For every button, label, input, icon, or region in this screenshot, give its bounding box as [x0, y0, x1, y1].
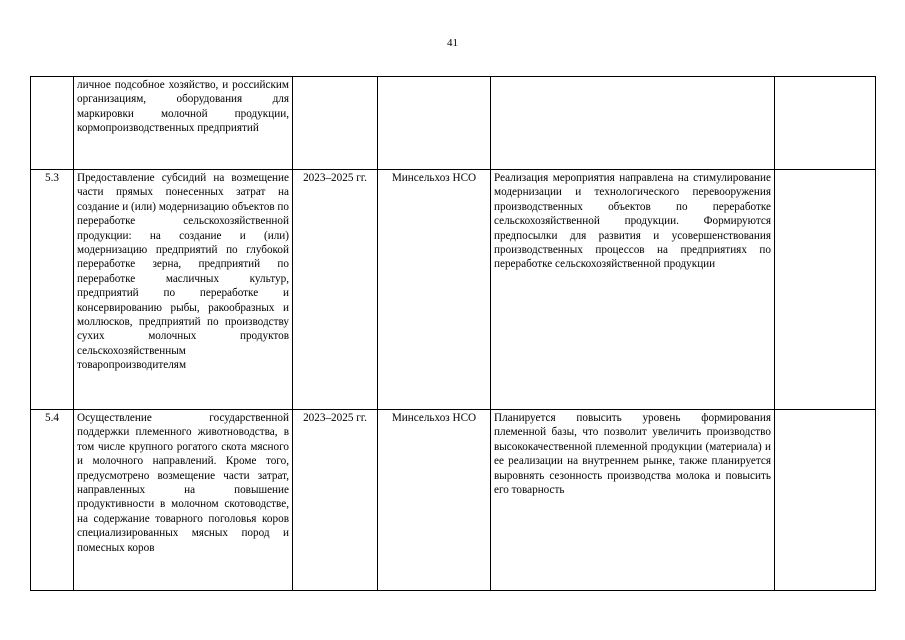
activity-name-cell	[74, 410, 293, 591]
term-cell	[293, 77, 378, 170]
activities-table	[30, 76, 876, 591]
activity-name: Осуществление государственной поддержки племенного животноводства, в том числе крупного рогатого скота мясного и молочного направлений. Кроме того, предусмотрено возмещение части затрат, направленных на повышение продуктивности в молочном скотоводстве, на содержание товарного поголовья коров специализированных мясных пород и помесных коров	[77, 412, 289, 554]
row-number: 5.3	[45, 172, 59, 184]
expected-result-cell	[491, 77, 775, 170]
term: 2023–2025 гг.	[303, 172, 367, 184]
executor: Минсельхоз НСО	[391, 172, 477, 184]
note-cell	[775, 77, 876, 170]
activity-name-cell	[74, 77, 293, 170]
row-number: 5.4	[45, 412, 59, 424]
activity-name-cell	[74, 170, 293, 410]
expected-result: Планируется повысить уровень формирования племенной базы, что позволит увеличить производство высококачественной племенной продукции (материала) и ее реализации на внутреннем рынке, также планируется выровнять сезонность производства молока и повысить его товарность	[494, 412, 771, 497]
table-row	[31, 410, 876, 591]
page-number: 41	[447, 37, 458, 49]
activity-name: Предоставление субсидий на возмещение части прямых понесенных затрат на создание и (или) модернизацию объектов по переработке сельскохозяйственной продукции: на создание и (или) модернизацию предприятий по глубокой переработке зерна, предприятий по переработке масличных культур, предприятий по переработке и консервированию рыбы, ракообразных и моллюсков, предприятий по производству сухих молочных продуктов сельскохозяйственным товаропроизводителям	[77, 172, 289, 372]
term-cell	[293, 410, 378, 591]
executor-cell	[378, 77, 491, 170]
table-row	[31, 170, 876, 410]
expected-result-cell	[491, 410, 775, 591]
term-cell	[293, 170, 378, 410]
note-cell	[775, 410, 876, 591]
executor-cell	[378, 170, 491, 410]
activity-name: личное подсобное хозяйство, и российским организациям, оборудования для маркировки молочной продукции, кормопроизводственных предприятий	[77, 79, 289, 135]
term: 2023–2025 гг.	[303, 412, 367, 424]
row-number-cell	[31, 77, 74, 170]
expected-result: Реализация мероприятия направлена на стимулирование модернизации и технологического перевооружения производственных объектов по переработке сельскохозяйственной продукции. Формируются предпосылки для развития и усовершенствования производственных процессов на предприятиях по переработке сельскохозяйственной продукции	[494, 172, 771, 271]
row-number-cell	[31, 410, 74, 591]
executor-cell	[378, 410, 491, 591]
row-number-cell	[31, 170, 74, 410]
executor: Минсельхоз НСО	[391, 412, 477, 424]
expected-result-cell	[491, 170, 775, 410]
note-cell	[775, 170, 876, 410]
table-row	[31, 77, 876, 170]
